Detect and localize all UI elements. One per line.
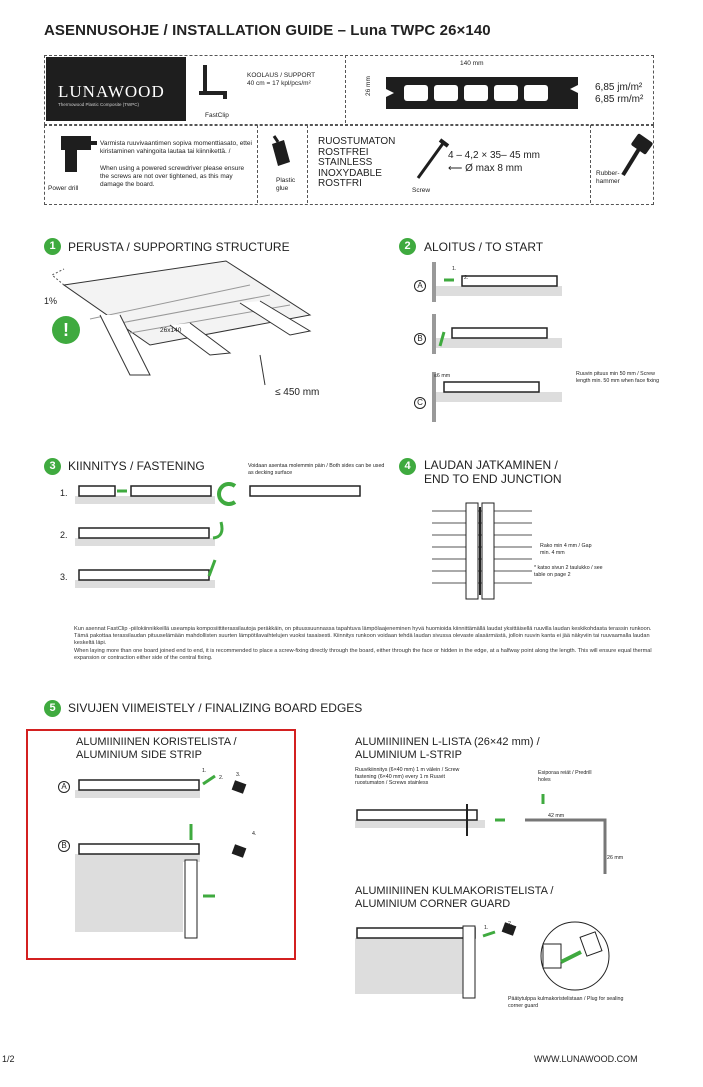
warning-icon: ! bbox=[52, 316, 80, 344]
corner-title-2: ALUMINIUM CORNER GUARD bbox=[355, 898, 511, 910]
paragraph-fi: Kun asennat FastClip -piilokiinnikkeillä useampia komposiittiterassilautoja peräkkäin, on pituussuunnassa tapahtuva lämpölaajeneminen hyvä huomioida kiinnittämällä laudat yksittäisellä ruuvilla laudan keskikohdasta terassin runkoon. Tämä pakottaa terassilaudan pituuselämään mahdollisten suurten lämpötilavaihtelujen vuoksi tasaisesti. Kiinnitys runkoon voidaan tehdä laudan sivussa olevaste alasärmästä, jolloin ruuvin kanta ei jää näkyviin tai ruuvaamalla laudan keskeltä läpi. bbox=[74, 626, 652, 646]
fastclip-label: FastClip bbox=[205, 112, 229, 119]
side-strip-title-1: ALUMIINIINEN KORISTELISTA / bbox=[76, 736, 237, 748]
junction-diagram bbox=[432, 503, 532, 603]
row-2-label: 2. bbox=[60, 530, 68, 540]
board-profile-icon bbox=[382, 73, 582, 113]
fastening-diagram bbox=[75, 482, 385, 592]
l-strip-note: Ruuvikiinnitys (6×40 mm) 1 m välein / Screw fastening (6×40 mm) every 1 m Ruuvit ruostumaton / Screws stainless bbox=[355, 767, 460, 786]
glue-icon bbox=[264, 134, 294, 174]
slope-label: 1% bbox=[44, 296, 58, 306]
step-2-a-marker: A bbox=[414, 280, 426, 292]
step-2-n2: 2. bbox=[464, 275, 469, 281]
power-drill-icon bbox=[55, 130, 97, 180]
corner-n1: 1. bbox=[484, 925, 489, 931]
logo: LUNAWOOD bbox=[58, 82, 165, 101]
corner-title-1: ALUMIINIINEN KULMAKORISTELISTA / bbox=[355, 885, 554, 897]
step-1-number: 1 bbox=[44, 238, 61, 255]
screw-icon bbox=[410, 138, 450, 188]
footer-url[interactable]: WWW.LUNAWOOD.COM bbox=[534, 1054, 638, 1064]
screw-size: 4 – 4,2 × 35– 45 mm bbox=[448, 150, 541, 161]
side-strip-n1: 1. bbox=[202, 768, 207, 774]
l-strip-diagram bbox=[355, 790, 615, 880]
fastclip-icon bbox=[195, 63, 235, 103]
step-5-title: SIVUJEN VIIMEISTELY / FINALIZING BOARD EDGES bbox=[68, 701, 363, 715]
l-strip-width: 42 mm bbox=[548, 813, 565, 819]
side-strip-b-marker: B bbox=[58, 840, 70, 852]
divider bbox=[307, 125, 309, 203]
profile-height: 26 mm bbox=[365, 76, 372, 96]
screw-label: Screw bbox=[412, 187, 431, 194]
material-4: ROSTFRI bbox=[318, 178, 362, 189]
step-2-c-marker: C bbox=[414, 397, 426, 409]
screw-dia: ⟵ Ø max 8 mm bbox=[448, 163, 523, 174]
l-strip-title-2: ALUMINIUM L-STRIP bbox=[355, 749, 462, 761]
junction-ref: * katso sivun 2 taulukko / see table on page 2 bbox=[534, 565, 603, 578]
step-2-n1: 1. bbox=[452, 266, 457, 272]
logo-tagline: Thermowood Plastic Composite (TWPC) bbox=[58, 102, 140, 107]
corner-n2: 2. bbox=[508, 921, 513, 927]
profile-jm: 6,85 jm/m² bbox=[595, 82, 643, 93]
start-diagram bbox=[432, 262, 572, 422]
page-title: ASENNUSOHJE / INSTALLATION GUIDE – Luna TWPC 26×140 bbox=[44, 22, 491, 39]
step-2-note: Ruuvin pituus min 50 mm / Screw length min. 50 mm when face fixing bbox=[576, 371, 660, 384]
material-3: INOXYDABLE bbox=[318, 167, 382, 179]
logo-box bbox=[46, 57, 186, 121]
material-0: RUOSTUMATON bbox=[318, 136, 396, 147]
step-2-b-marker: B bbox=[414, 333, 426, 345]
step-3-number: 3 bbox=[44, 458, 61, 475]
divider bbox=[257, 125, 259, 203]
support-label: KOOLAUS / SUPPORT bbox=[247, 72, 316, 79]
material-2: STAINLESS bbox=[318, 157, 373, 168]
divider bbox=[590, 125, 592, 203]
gap-label: ≤6 mm bbox=[434, 373, 451, 379]
step-3-note: Voidaan asentaa molemmin päin / Both sides can be used as decking surface bbox=[248, 463, 385, 476]
glue-label: Plastic glue bbox=[276, 177, 296, 192]
supporting-structure-diagram bbox=[60, 255, 330, 395]
spacing-label: ≤ 450 mm bbox=[275, 387, 320, 398]
step-4-title-1: LAUDAN JATKAMINEN / bbox=[424, 458, 558, 472]
side-strip-n3: 3. bbox=[236, 772, 241, 778]
profile-rm: 6,85 rm/m² bbox=[595, 94, 644, 105]
step-1-title: PERUSTA / SUPPORTING STRUCTURE bbox=[68, 240, 290, 254]
hammer-label: Rubber-hammer bbox=[596, 170, 620, 185]
board-size-label: 26x140 bbox=[160, 327, 182, 334]
drill-note-en: When using a powered screwdriver please ensure the screws are not over tightened, as this may damage the board. bbox=[100, 165, 245, 188]
row-1-label: 1. bbox=[60, 488, 68, 498]
hammer-icon bbox=[615, 135, 655, 185]
step-5-number: 5 bbox=[44, 700, 61, 717]
screw-materials bbox=[318, 137, 395, 190]
side-strip-title-2: ALUMINIUM SIDE STRIP bbox=[76, 749, 202, 761]
side-strip-a-marker: A bbox=[58, 781, 70, 793]
step-4-title-2: END TO END JUNCTION bbox=[424, 472, 562, 486]
step-3-title: KIINNITYS / FASTENING bbox=[68, 459, 205, 473]
junction-gap: Rako min 4 mm / Gap min. 4 mm bbox=[540, 543, 592, 556]
l-strip-title-1: ALUMIINIINEN L-LISTA (26×42 mm) / bbox=[355, 736, 540, 748]
divider bbox=[345, 55, 347, 123]
drill-label: Power drill bbox=[48, 185, 79, 192]
profile-width: 140 mm bbox=[460, 60, 484, 67]
page-number: 1/2 bbox=[2, 1054, 15, 1064]
corner-plug-note: Päätytulppa kulmakoristelistaan / Plug for sealing corner guard bbox=[508, 996, 624, 1009]
step-2-title: ALOITUS / TO START bbox=[424, 240, 544, 254]
drill-note-fi: Varmista ruuvivaantimen sopiva momenttiasato, ettei kiristaminen vahingoita lautaa tai kiinnikettä. / bbox=[100, 140, 252, 155]
l-strip-height: 26 mm bbox=[607, 855, 624, 861]
side-strip-n4: 4. bbox=[252, 831, 257, 837]
support-value: 40 cm = 17 kpl/pcs/m² bbox=[247, 80, 311, 87]
material-1: ROSTFREI bbox=[318, 146, 369, 158]
l-strip-predrill: Esiporaa reiät / Predrill holes bbox=[538, 770, 592, 783]
paragraph-en: When laying more than one board joined end to end, it is recommended to place a screw-fixing directly through the board, either through the face or hidden in the edge, at a halfway point along the length. This will ensure equal thermal expansion or contraction either side of the central fixing. bbox=[74, 648, 652, 661]
step-2-number: 2 bbox=[399, 238, 416, 255]
step-4-number: 4 bbox=[399, 458, 416, 475]
row-3-label: 3. bbox=[60, 572, 68, 582]
side-strip-diagram bbox=[75, 772, 285, 942]
side-strip-n2: 2. bbox=[219, 775, 224, 781]
